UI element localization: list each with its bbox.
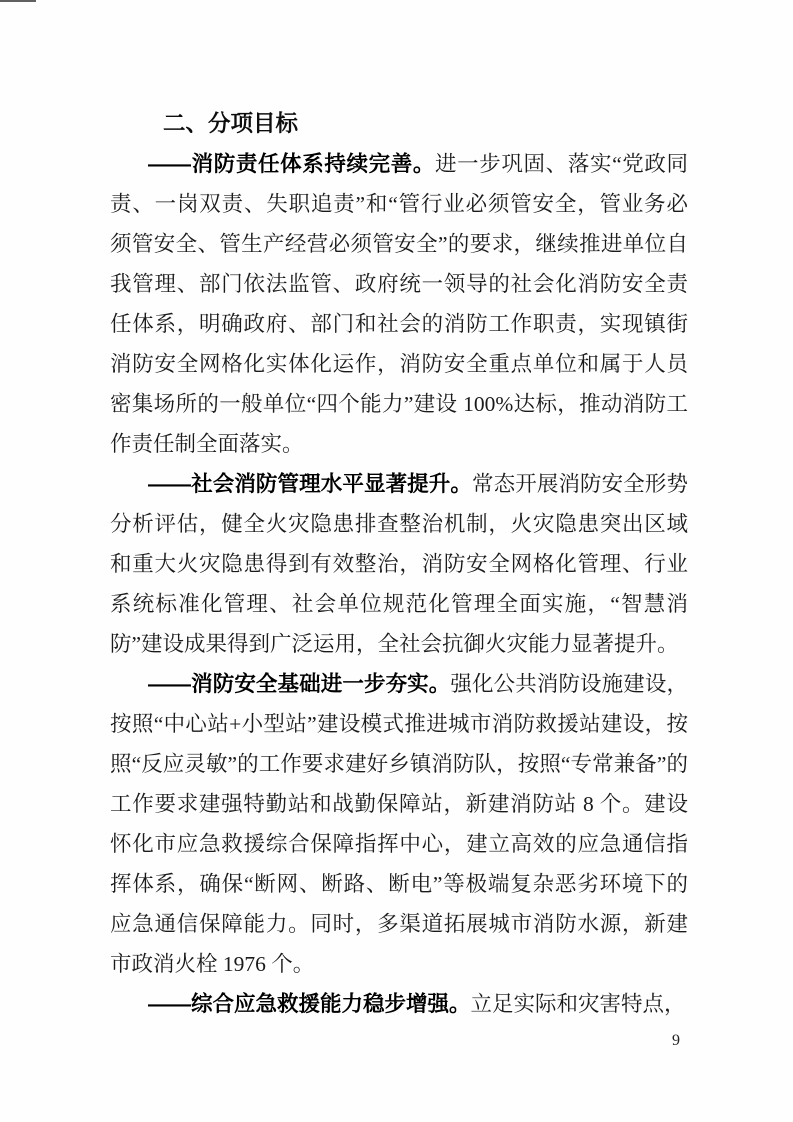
paragraph-body: 进一步巩固、落实“党政同责、一岗双责、失职追责”和“管行业必须管安全，管业务必须管安全、管生产经营必须管安全”的要求，继续推进单位自我管理、部门依法监管、政府统一领导的社会化消防安全责任体系，明确政府、部门和社会的消防工作职责，实现镇街消防安全网格化实体化运作，消防安全重点单位和属于人员密集场所的一般单位“四个能力”建设 100%达标，推动消防工作责任制全面落实。 xyxy=(110,152,688,456)
paragraph-lead: ——综合应急救援能力稳步增强。 xyxy=(148,992,471,1016)
paragraph-lead: ——社会消防管理水平显著提升。 xyxy=(148,472,473,496)
paragraph xyxy=(110,664,688,984)
section-heading: 二、分项目标 xyxy=(163,111,299,136)
document-body xyxy=(110,104,688,1024)
paragraph xyxy=(110,984,688,1024)
paragraph-body: 立足实际和灾害特点， xyxy=(470,992,686,1016)
paragraph xyxy=(110,144,688,464)
paragraph-lead: ——消防安全基础进一步夯实。 xyxy=(148,672,451,696)
paragraph xyxy=(110,464,688,664)
paragraph-lead: ——消防责任体系持续完善。 xyxy=(148,152,436,176)
scan-artifact-line xyxy=(0,0,36,2)
page-number: 9 xyxy=(672,1032,680,1049)
paragraph-body: 常态开展消防安全形势分析评估，健全火灾隐患排查整治机制，火灾隐患突出区域和重大火灾隐患得到有效整治，消防安全网格化管理、行业系统标准化管理、社会单位规范化管理全面实施，“智慧消防”建设成果得到广泛运用，全社会抗御火灾能力显著提升。 xyxy=(110,472,688,656)
paragraph-body: 强化公共消防设施建设，按照“中心站+小型站”建设模式推进城市消防救援站建设，按照“反应灵敏”的工作要求建好乡镇消防队，按照“专常兼备”的工作要求建强特勤站和战勤保障站，新建消防站 8 个。建设怀化市应急救援综合保障指挥中心，建立高效的应急通信指挥体系，确保“断网、断路、断电”等极端复杂恶劣环境下的应急通信保障能力。同时，多渠道拓展城市消防水源，新建市政消火栓 1976 个。 xyxy=(110,672,688,976)
